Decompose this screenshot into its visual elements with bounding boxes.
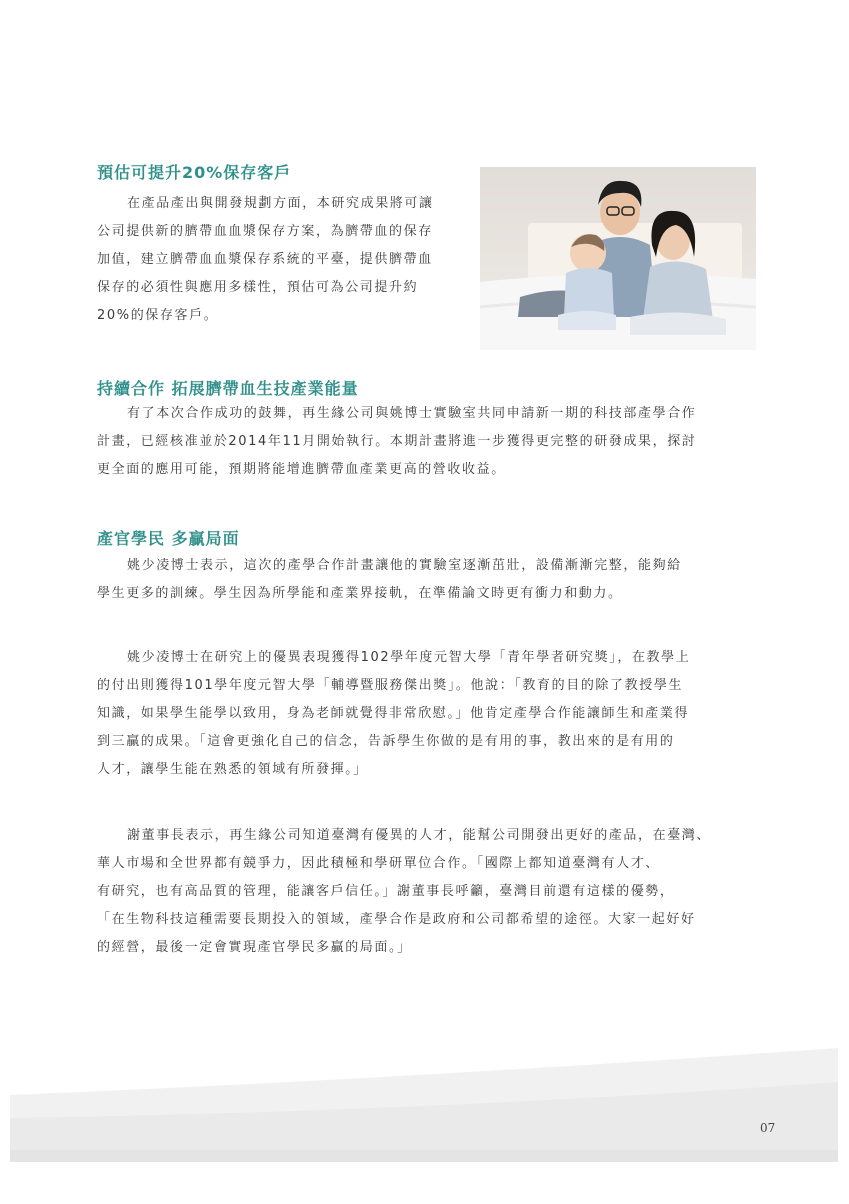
section-heading-cooperation: 持續合作 拓展臍帶血生技產業能量 (97, 379, 359, 398)
paragraph-line: 的經營，最後一定會實現產官學民多贏的局面。」 (97, 940, 412, 955)
paragraph-line: 公司提供新的臍帶血血漿保存方案，為臍帶血的保存 (97, 224, 433, 239)
paragraph-line: 人才，讓學生能在熟悉的領域有所發揮。」 (97, 762, 368, 777)
paragraph-chairman-quote (97, 822, 757, 962)
paragraph-line: 知識，如果學生能學以致用，身為老師就覺得非常欣慰。」他肯定產學合作能讓師生和產業得 (97, 706, 690, 721)
paragraph-line: 有了本次合作成功的鼓舞，再生緣公司與姚博士實驗室共同申請新一期的科技部產學合作 (127, 406, 697, 421)
page-number: 07 (760, 1121, 776, 1135)
paragraph-line: 保存的必須性與應用多樣性，預估可為公司提升約 (97, 280, 419, 295)
section-heading-win-win: 產官學民 多贏局面 (97, 529, 240, 548)
section-heading-retention: 預估可提升20%保存客戶 (97, 163, 292, 182)
family-photo-illustration (480, 167, 756, 350)
paragraph-line: 到三贏的成果。「這會更強化自己的信念，告訴學生你做的是有用的事，教出來的是有用的 (97, 734, 675, 749)
section-paragraph-win-win (97, 552, 757, 608)
section-paragraph-retention (97, 190, 467, 330)
paragraph-line: 20%的保存客戶。 (97, 308, 219, 323)
paragraph-line: 華人市場和全世界都有競爭力，因此積極和學研單位合作。「國際上都知道臺灣有人才、 (97, 856, 660, 871)
paragraph-line: 更全面的應用可能，預期將能增進臍帶血產業更高的營收收益。 (97, 462, 506, 477)
family-photo (480, 167, 756, 350)
paragraph-line: 有研究，也有高品質的管理，能讓客戶信任。」謝董事長呼籲，臺灣目前還有這樣的優勢， (97, 884, 675, 899)
paragraph-line: 姚少凌博士在研究上的優異表現獲得102學年度元智大學「青年學者研究獎」，在教學上 (127, 650, 691, 665)
paragraph-line: 謝董事長表示，再生緣公司知道臺灣有優異的人才，能幫公司開發出更好的產品，在臺灣、 (127, 828, 712, 843)
footer-wave-decoration (0, 1000, 849, 1200)
section-paragraph-cooperation (97, 400, 757, 484)
paragraph-line: 計畫，已經核准並於2014年11月開始執行。本期計畫將進一步獲得更完整的研發成果，探討 (97, 434, 697, 449)
paragraph-line: 在產品產出與開發規劃方面，本研究成果將可讓 (127, 196, 434, 211)
paragraph-line: 加值，建立臍帶血血漿保存系統的平臺，提供臍帶血 (97, 252, 433, 267)
paragraph-line: 姚少凌博士表示，這次的產學合作計畫讓他的實驗室逐漸茁壯，設備漸漸完整，能夠給 (127, 558, 682, 573)
paragraph-line: 的付出則獲得101學年度元智大學「輔導暨服務傑出獎」。他說：「教育的目的除了教授學生 (97, 678, 684, 693)
paragraph-line: 「在生物科技這種需要長期投入的領域，產學合作是政府和公司都希望的途徑。大家一起好好 (97, 912, 696, 927)
paragraph-yao-quote (97, 644, 757, 784)
paragraph-line: 學生更多的訓練。學生因為所學能和產業界接軌，在準備論文時更有衝力和動力。 (97, 586, 623, 601)
